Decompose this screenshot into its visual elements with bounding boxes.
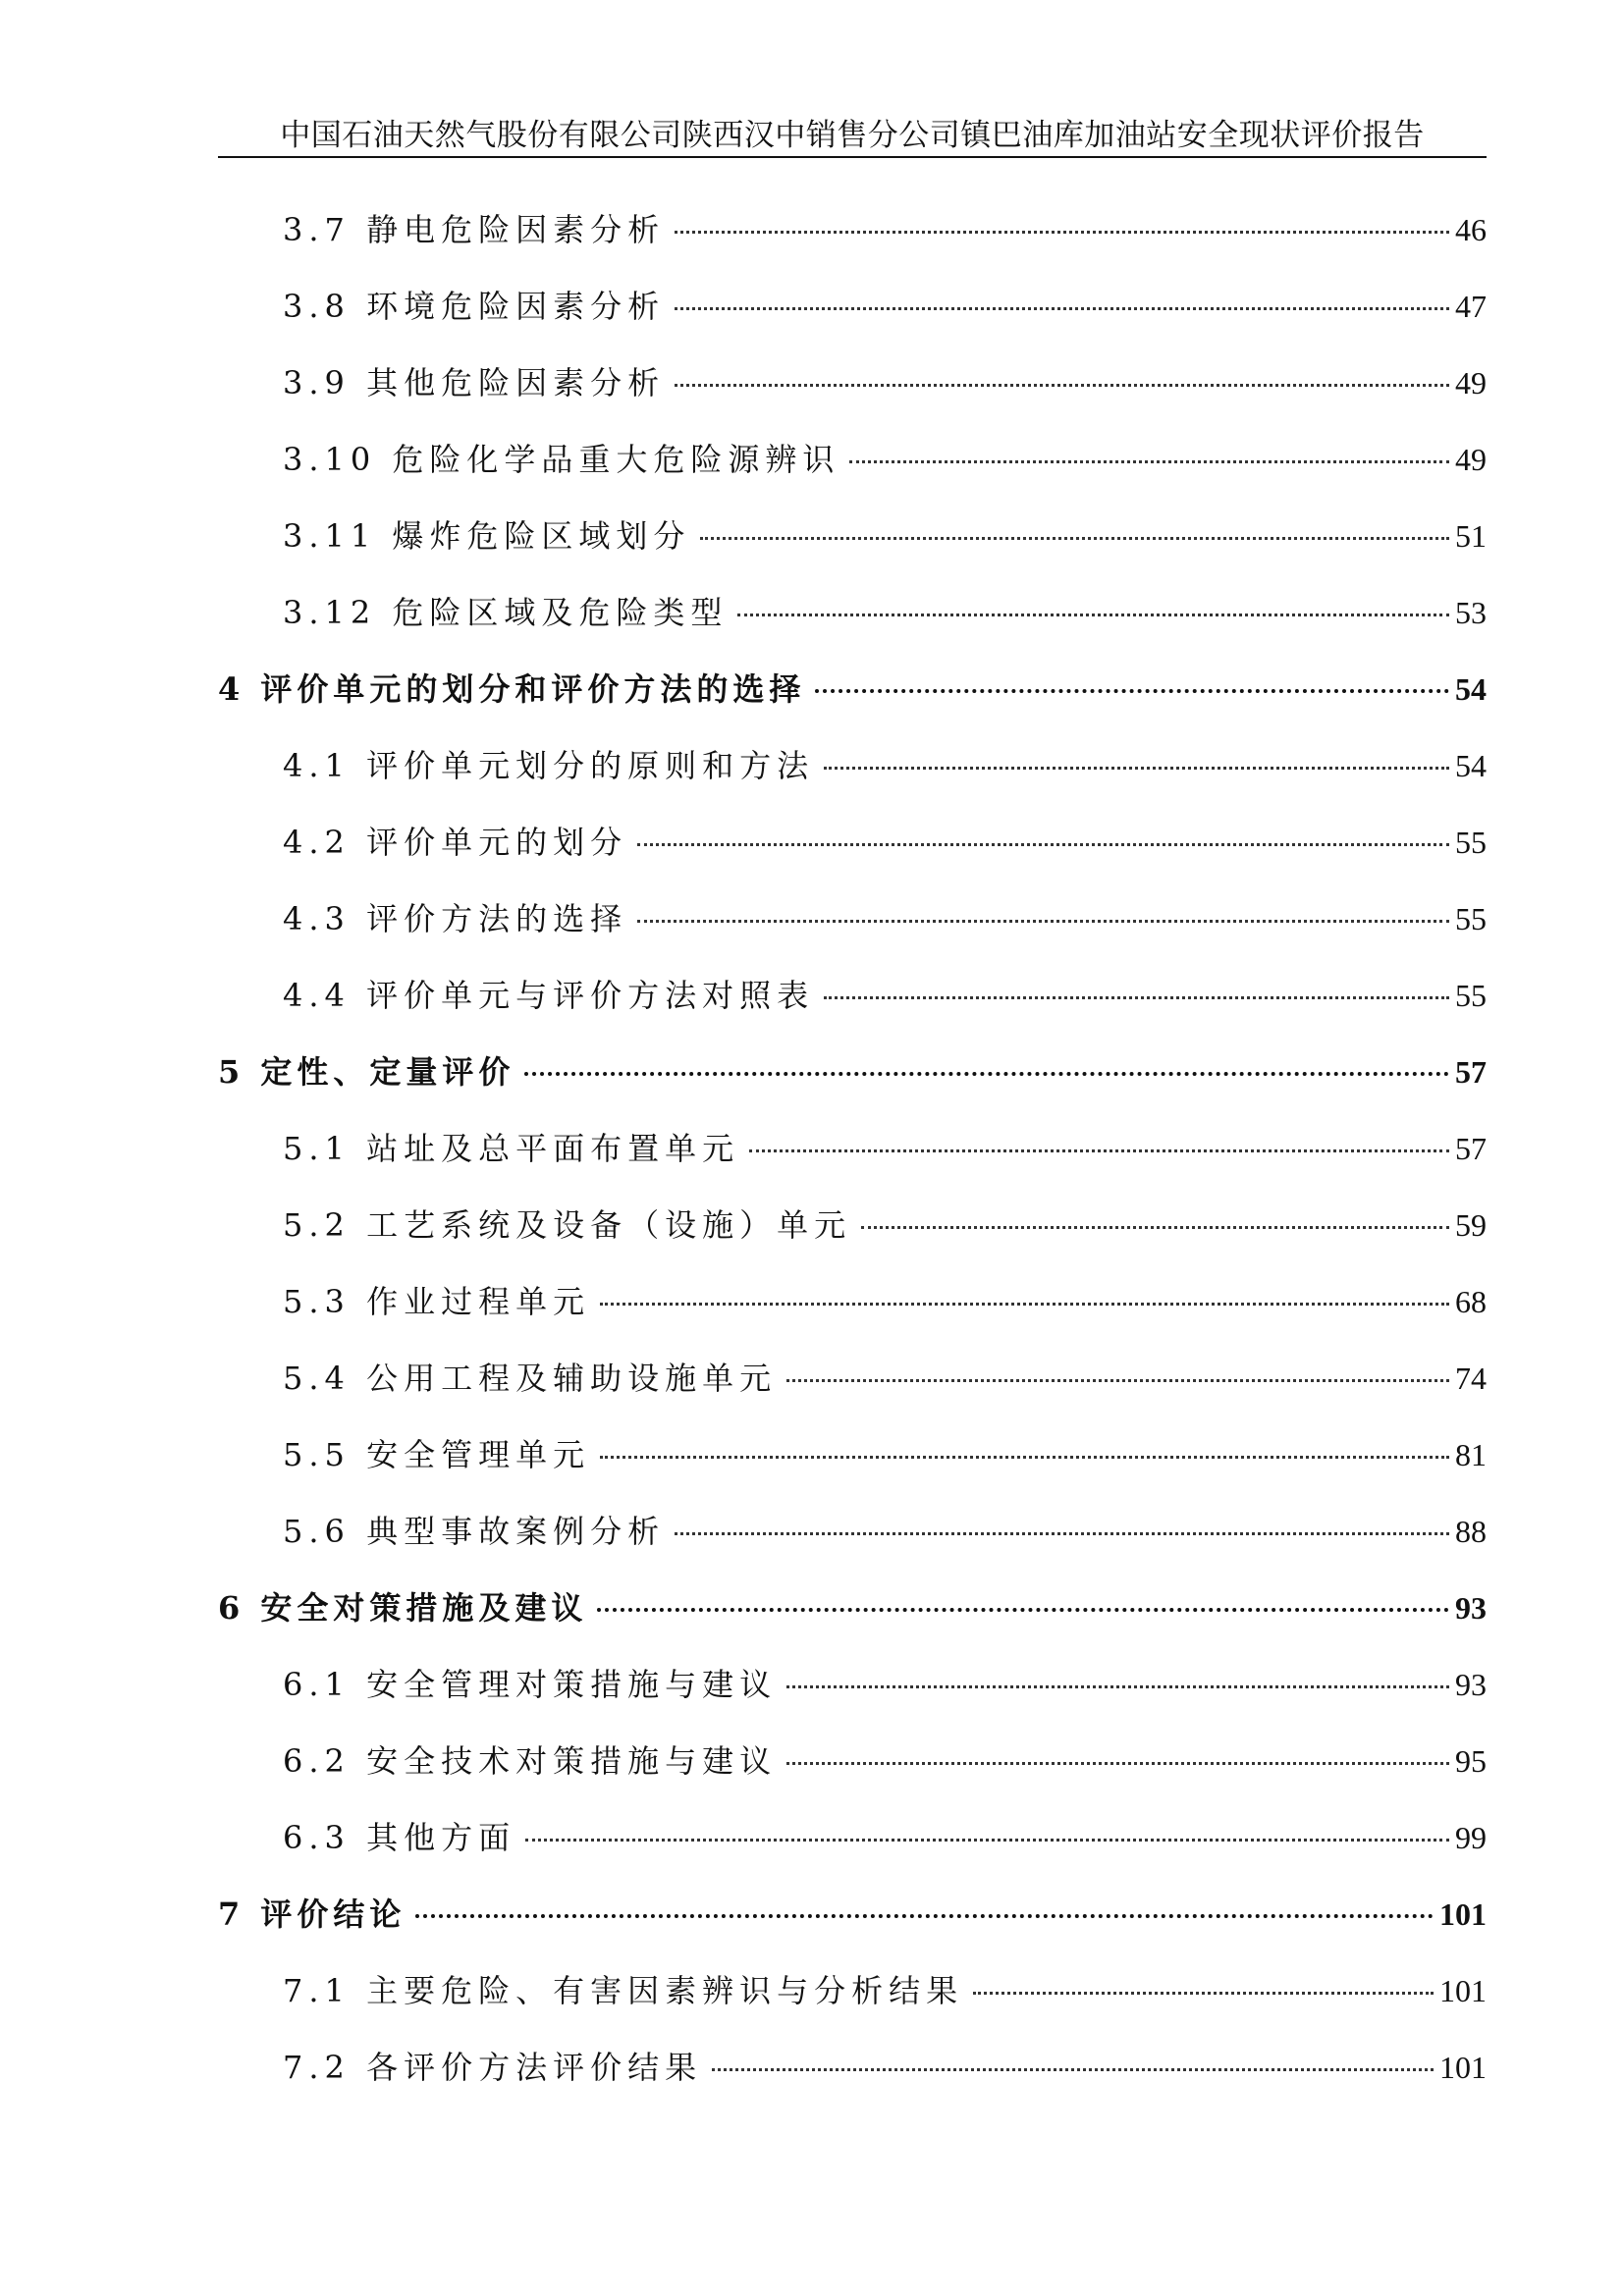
- toc-dot-leader: [675, 231, 1449, 234]
- toc-section-entry[interactable]: [218, 971, 1487, 1047]
- toc-page-number: 99: [1455, 1820, 1487, 1855]
- toc-entry-title: 7.2 各评价方法评价结果: [283, 2049, 703, 2086]
- toc-dot-leader: [637, 843, 1449, 846]
- toc-chapter-entry[interactable]: [218, 1583, 1487, 1660]
- toc-dot-leader: [749, 1149, 1449, 1152]
- toc-dot-leader: [700, 537, 1449, 540]
- toc-entry-title: 5.4 公用工程及辅助设施单元: [283, 1360, 778, 1397]
- toc-dot-leader: [675, 384, 1449, 387]
- toc-entry-title: 6 安全对策措施及建议: [218, 1589, 588, 1627]
- toc-entry-title: 3.9 其他危险因素分析: [283, 364, 666, 401]
- toc-page-number: 101: [1439, 1896, 1487, 1932]
- toc-dot-leader: [786, 1762, 1449, 1765]
- toc-section-entry[interactable]: [218, 741, 1487, 818]
- toc-dot-leader: [824, 996, 1449, 999]
- toc-section-entry[interactable]: [218, 1966, 1487, 2043]
- toc-dot-leader: [600, 1303, 1449, 1306]
- toc-section-entry[interactable]: [218, 588, 1487, 665]
- toc-section-entry[interactable]: [218, 358, 1487, 435]
- toc-entry-title: 5.2 工艺系统及设备（设施）单元: [283, 1206, 852, 1244]
- toc-entry-title: 3.12 危险区域及危险类型: [283, 594, 729, 631]
- toc-entry-title: 4.1 评价单元划分的原则和方法: [283, 747, 815, 784]
- toc-page-number: 74: [1455, 1361, 1487, 1396]
- toc-dot-leader: [637, 920, 1449, 923]
- toc-dot-leader: [600, 1456, 1449, 1459]
- toc-page-number: 81: [1455, 1437, 1487, 1472]
- toc-dot-leader: [786, 1379, 1449, 1382]
- toc-entry-title: 7.1 主要危险、有害因素辨识与分析结果: [283, 1972, 964, 2009]
- toc-page-number: 51: [1455, 518, 1487, 554]
- toc-entry-title: 3.10 危险化学品重大危险源辨识: [283, 441, 840, 478]
- toc-page-number: 93: [1455, 1667, 1487, 1702]
- toc-dot-leader: [675, 1532, 1449, 1535]
- toc-dot-leader: [786, 1685, 1449, 1688]
- toc-entry-title: 4 评价单元的划分和评价方法的选择: [218, 670, 806, 708]
- toc-chapter-entry[interactable]: [218, 1890, 1487, 1966]
- toc-entry-title: 3.11 爆炸危险区域划分: [283, 517, 691, 555]
- toc-page-number: 68: [1455, 1284, 1487, 1319]
- page-header-title: 中国石油天然气股份有限公司陕西汉中销售分公司镇巴油库加油站安全现状评价报告: [280, 118, 1425, 153]
- toc-section-entry[interactable]: [218, 435, 1487, 511]
- toc-entry-title: 4.3 评价方法的选择: [283, 900, 628, 937]
- toc-dot-leader: [973, 1992, 1434, 1995]
- toc-page-number: 55: [1455, 901, 1487, 936]
- toc-section-entry[interactable]: [218, 1430, 1487, 1507]
- toc-dot-leader: [737, 614, 1449, 616]
- toc-page-number: 49: [1455, 442, 1487, 477]
- toc-page-number: 88: [1455, 1514, 1487, 1549]
- table-of-contents: [218, 205, 1487, 2119]
- toc-page-number: 57: [1455, 1131, 1487, 1166]
- toc-dot-leader: [524, 1072, 1449, 1076]
- toc-section-entry[interactable]: [218, 818, 1487, 894]
- toc-section-entry[interactable]: [218, 2043, 1487, 2119]
- toc-page-number: 54: [1455, 748, 1487, 783]
- toc-section-entry[interactable]: [218, 1736, 1487, 1813]
- toc-dot-leader: [675, 307, 1449, 310]
- toc-page-number: 101: [1439, 2050, 1487, 2085]
- toc-page-number: 95: [1455, 1743, 1487, 1779]
- toc-entry-title: 6.2 安全技术对策措施与建议: [283, 1742, 778, 1780]
- toc-entry-title: 4.4 评价单元与评价方法对照表: [283, 977, 815, 1014]
- toc-entry-title: 5.3 作业过程单元: [283, 1283, 591, 1320]
- toc-dot-leader: [712, 2068, 1434, 2071]
- toc-section-entry[interactable]: [218, 1813, 1487, 1890]
- header-divider: [218, 156, 1487, 158]
- toc-chapter-entry[interactable]: [218, 1047, 1487, 1124]
- toc-section-entry[interactable]: [218, 1124, 1487, 1201]
- toc-section-entry[interactable]: [218, 1507, 1487, 1583]
- toc-entry-title: 4.2 评价单元的划分: [283, 824, 628, 861]
- toc-chapter-entry[interactable]: [218, 665, 1487, 741]
- toc-entry-title: 5.1 站址及总平面布置单元: [283, 1130, 740, 1167]
- toc-dot-leader: [815, 689, 1449, 693]
- toc-entry-title: 6.3 其他方面: [283, 1819, 516, 1856]
- toc-page-number: 54: [1455, 671, 1487, 707]
- toc-page-number: 46: [1455, 212, 1487, 247]
- toc-section-entry[interactable]: [218, 1354, 1487, 1430]
- toc-dot-leader: [525, 1839, 1449, 1842]
- toc-page-number: 57: [1455, 1054, 1487, 1090]
- toc-page-number: 93: [1455, 1590, 1487, 1626]
- toc-dot-leader: [849, 460, 1449, 463]
- toc-page-number: 47: [1455, 289, 1487, 324]
- toc-section-entry[interactable]: [218, 282, 1487, 358]
- toc-dot-leader: [861, 1226, 1449, 1229]
- toc-section-entry[interactable]: [218, 1201, 1487, 1277]
- toc-page-number: 55: [1455, 978, 1487, 1013]
- toc-entry-title: 6.1 安全管理对策措施与建议: [283, 1666, 778, 1703]
- toc-entry-title: 5 定性、定量评价: [218, 1053, 515, 1091]
- toc-entry-title: 7 评价结论: [218, 1896, 406, 1933]
- toc-page-number: 49: [1455, 365, 1487, 400]
- toc-dot-leader: [415, 1914, 1434, 1918]
- toc-page-number: 55: [1455, 825, 1487, 860]
- toc-section-entry[interactable]: [218, 205, 1487, 282]
- toc-dot-leader: [824, 767, 1449, 770]
- toc-entry-title: 3.7 静电危险因素分析: [283, 211, 666, 248]
- toc-page-number: 101: [1439, 1973, 1487, 2008]
- toc-section-entry[interactable]: [218, 511, 1487, 588]
- toc-page-number: 59: [1455, 1207, 1487, 1243]
- toc-page-number: 53: [1455, 595, 1487, 630]
- toc-section-entry[interactable]: [218, 1277, 1487, 1354]
- toc-dot-leader: [597, 1608, 1449, 1612]
- toc-entry-title: 5.6 典型事故案例分析: [283, 1513, 666, 1550]
- toc-section-entry[interactable]: [218, 894, 1487, 971]
- toc-section-entry[interactable]: [218, 1660, 1487, 1736]
- toc-entry-title: 3.8 环境危险因素分析: [283, 288, 666, 325]
- toc-entry-title: 5.5 安全管理单元: [283, 1436, 591, 1473]
